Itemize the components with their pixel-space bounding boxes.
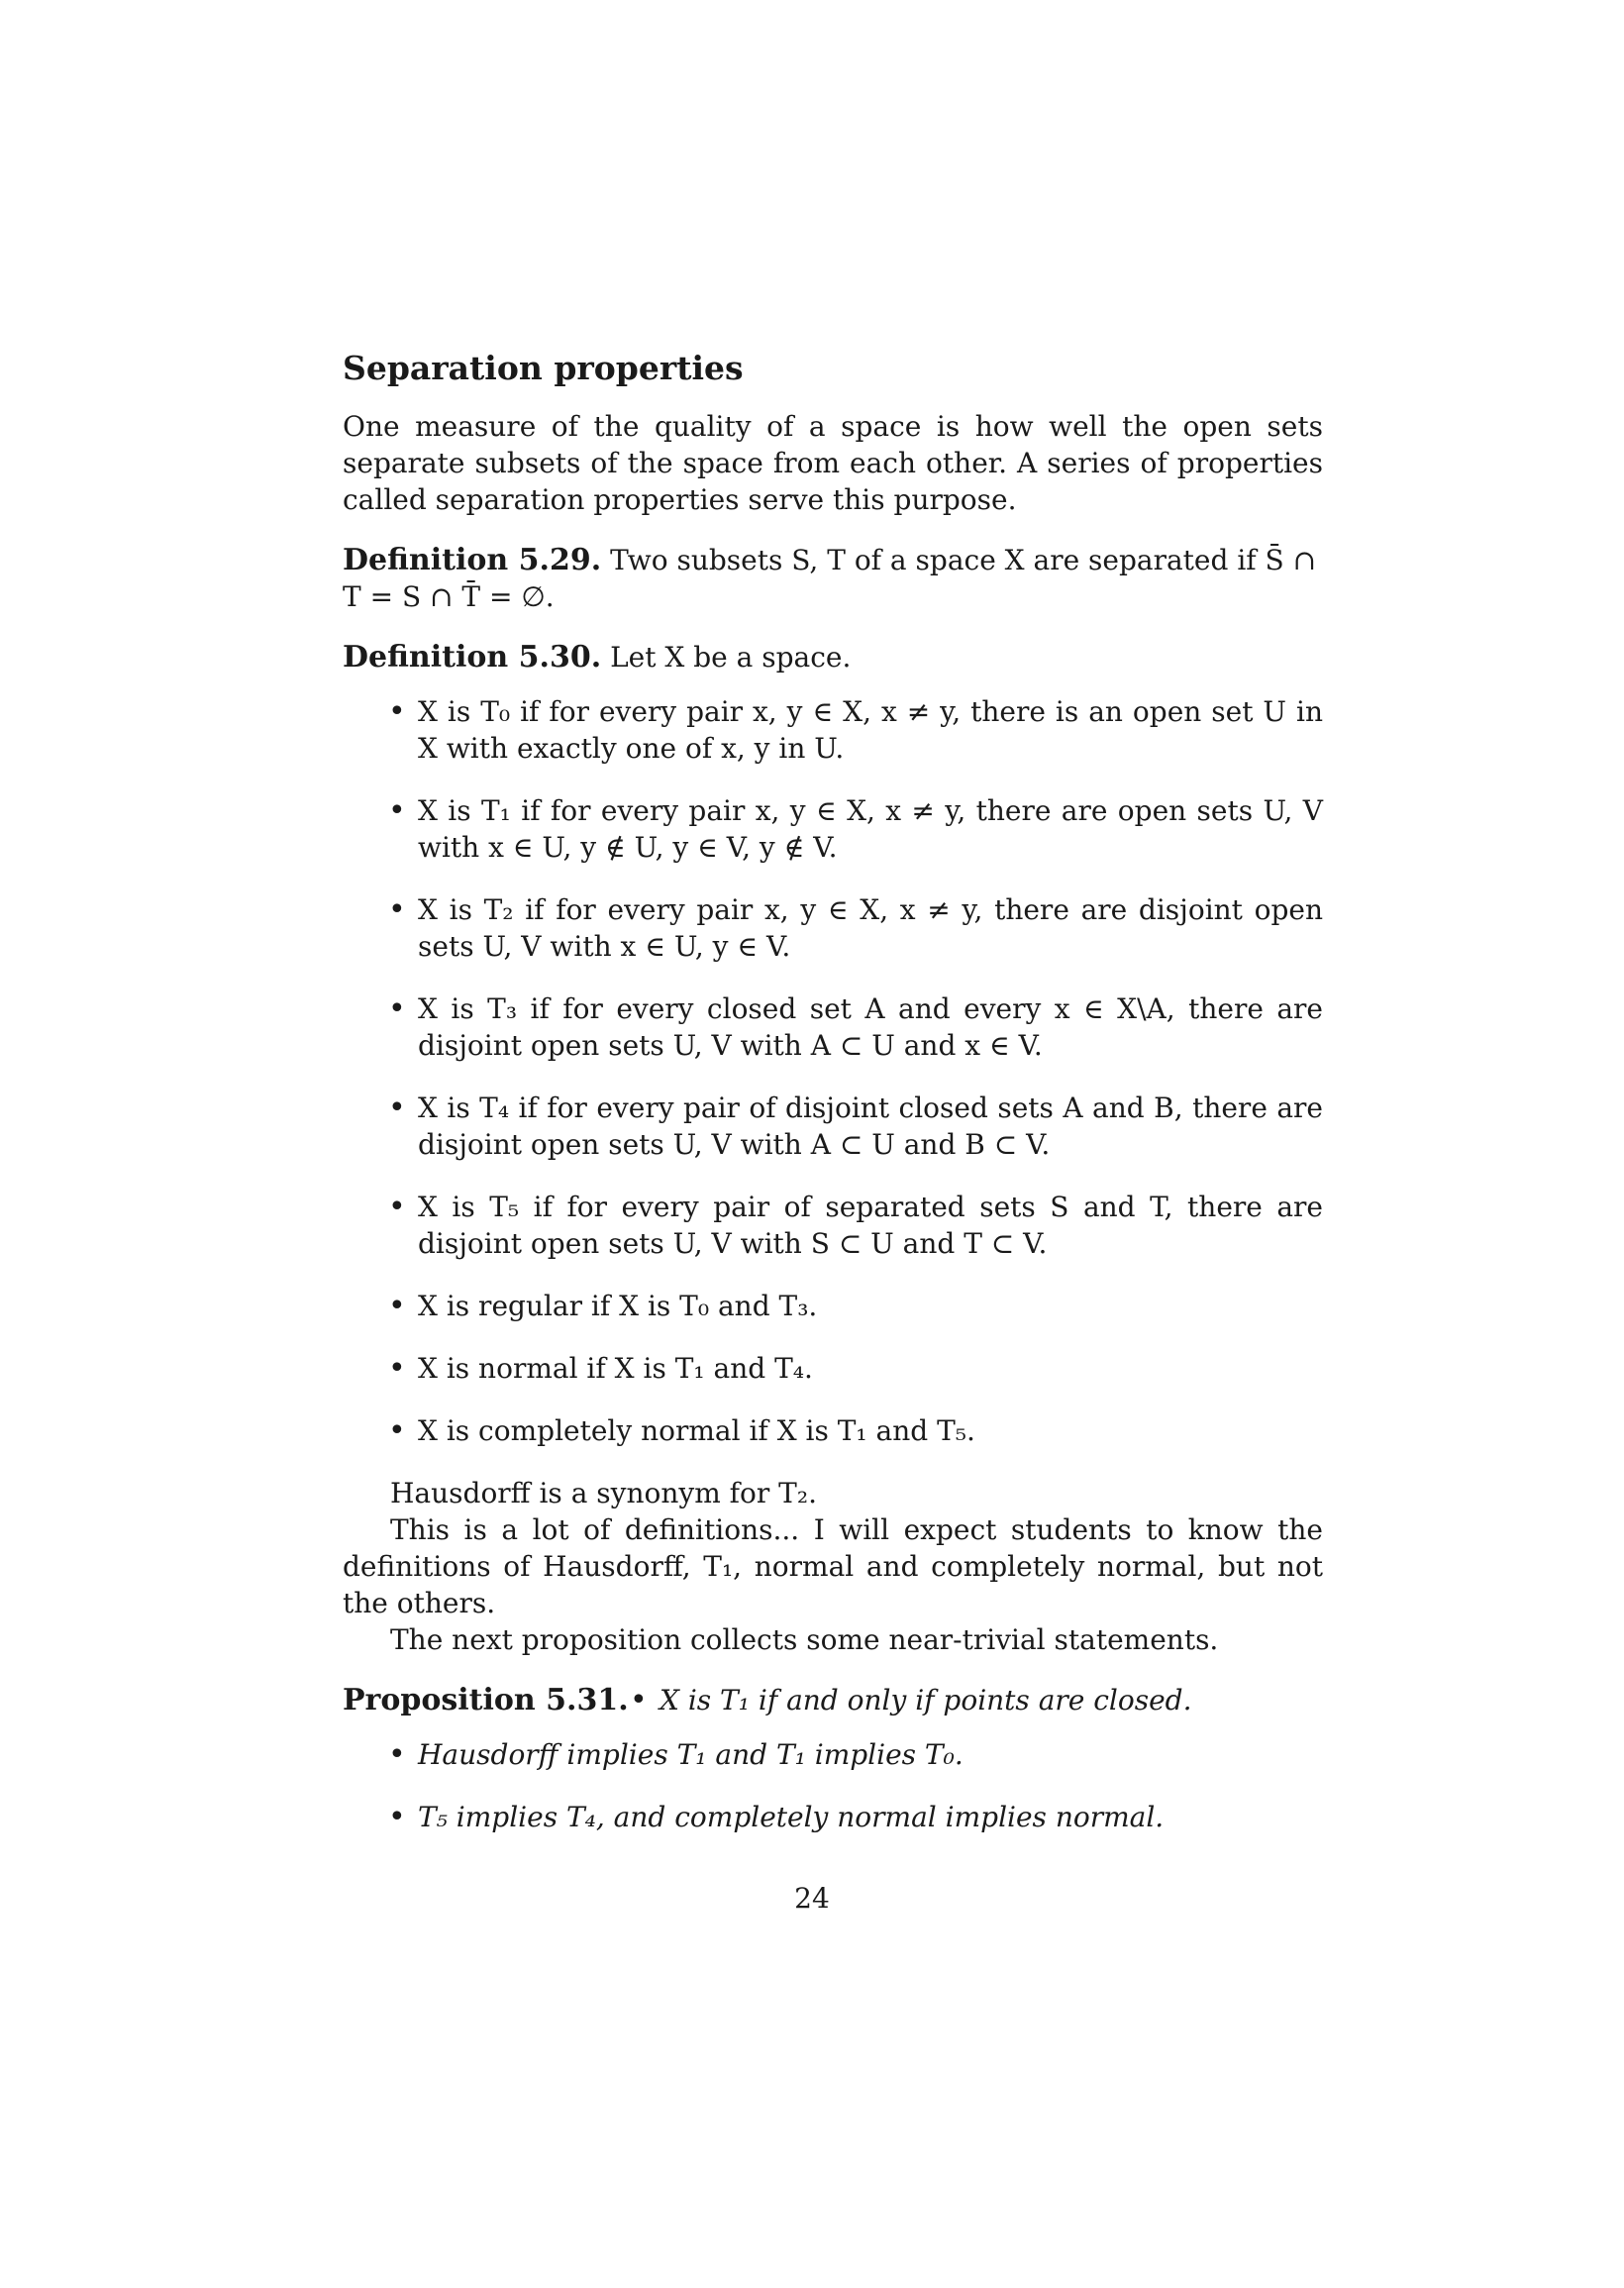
proposition-header bbox=[343, 1682, 1323, 1718]
list-item: • X is T₄ if for every pair of disjoint closed sets A and B, there are disjoint open sets U, V with A ⊂ U and B ⊂ V. bbox=[418, 1090, 1323, 1163]
intro-paragraph: One measure of the quality of a space is how well the open sets separate subsets of the space from each other. A series of properties called separation properties serve this purpose. bbox=[343, 410, 1323, 516]
definition-label: Definition 5.30. bbox=[343, 640, 602, 675]
list-item: • X is regular if X is T₀ and T₃. bbox=[418, 1288, 1323, 1324]
definition-5-29 bbox=[343, 542, 1323, 615]
section-title: Separation properties bbox=[343, 349, 744, 387]
definition-list bbox=[343, 693, 1323, 1449]
proposition-label: Proposition 5.31. bbox=[343, 1683, 629, 1717]
list-item: • X is T₀ if for every pair x, y ∈ X, x ≠ y, there is an open set U in X with exactly one of x, y in U. bbox=[418, 693, 1323, 767]
list-item: • X is T₅ if for every pair of separated sets S and T, there are disjoint open sets U, V with S ⊂ U and T ⊂ V. bbox=[418, 1189, 1323, 1262]
list-item: • Hausdorff implies T₁ and T₁ implies T₀. bbox=[418, 1736, 1323, 1773]
page-number: 24 bbox=[794, 1882, 830, 1915]
note-paragraph: Hausdorff is a synonym for T₂. bbox=[390, 1477, 817, 1509]
definition-text: Let X be a space. bbox=[610, 641, 852, 674]
list-item: • X is T₁ if for every pair x, y ∈ X, x ≠ y, there are open sets U, V with x ∈ U, y ∉ U, y ∈ V, y ∉ V. bbox=[418, 792, 1323, 866]
list-item: • X is T₂ if for every pair x, y ∈ X, x ≠ y, there are disjoint open sets U, V with x ∈ U, y ∈ V. bbox=[418, 891, 1323, 965]
note-paragraph: This is a lot of definitions... I will expect students to know the definitions of Hausdorff, T₁, normal and completely normal, but not the others. bbox=[343, 1513, 1323, 1619]
list-item: • X is T₃ if for every closed set A and every x ∈ X\A, there are disjoint open sets U, V with A ⊂ U and x ∈ V. bbox=[418, 990, 1323, 1064]
list-item: • X is completely normal if X is T₁ and T₅. bbox=[418, 1412, 1323, 1449]
notes bbox=[343, 1475, 1323, 1658]
list-item: • T₅ implies T₄, and completely normal implies normal. bbox=[418, 1799, 1323, 1835]
page-content bbox=[343, 349, 1323, 1861]
note-paragraph: The next proposition collects some near-trivial statements. bbox=[390, 1623, 1219, 1656]
definition-label: Definition 5.29. bbox=[343, 543, 602, 577]
list-item: • X is T₁ if and only if points are closed. bbox=[630, 1682, 1192, 1718]
definition-5-30 bbox=[343, 639, 1323, 1449]
definition-text: Two subsets S, T of a space X are separated if S̄ ∩ T = S ∩ T̄ = ∅. bbox=[343, 544, 1317, 613]
list-item: • X is normal if X is T₁ and T₄. bbox=[418, 1350, 1323, 1387]
proposition-list bbox=[343, 1736, 1323, 1835]
proposition-5-31 bbox=[343, 1682, 1323, 1835]
